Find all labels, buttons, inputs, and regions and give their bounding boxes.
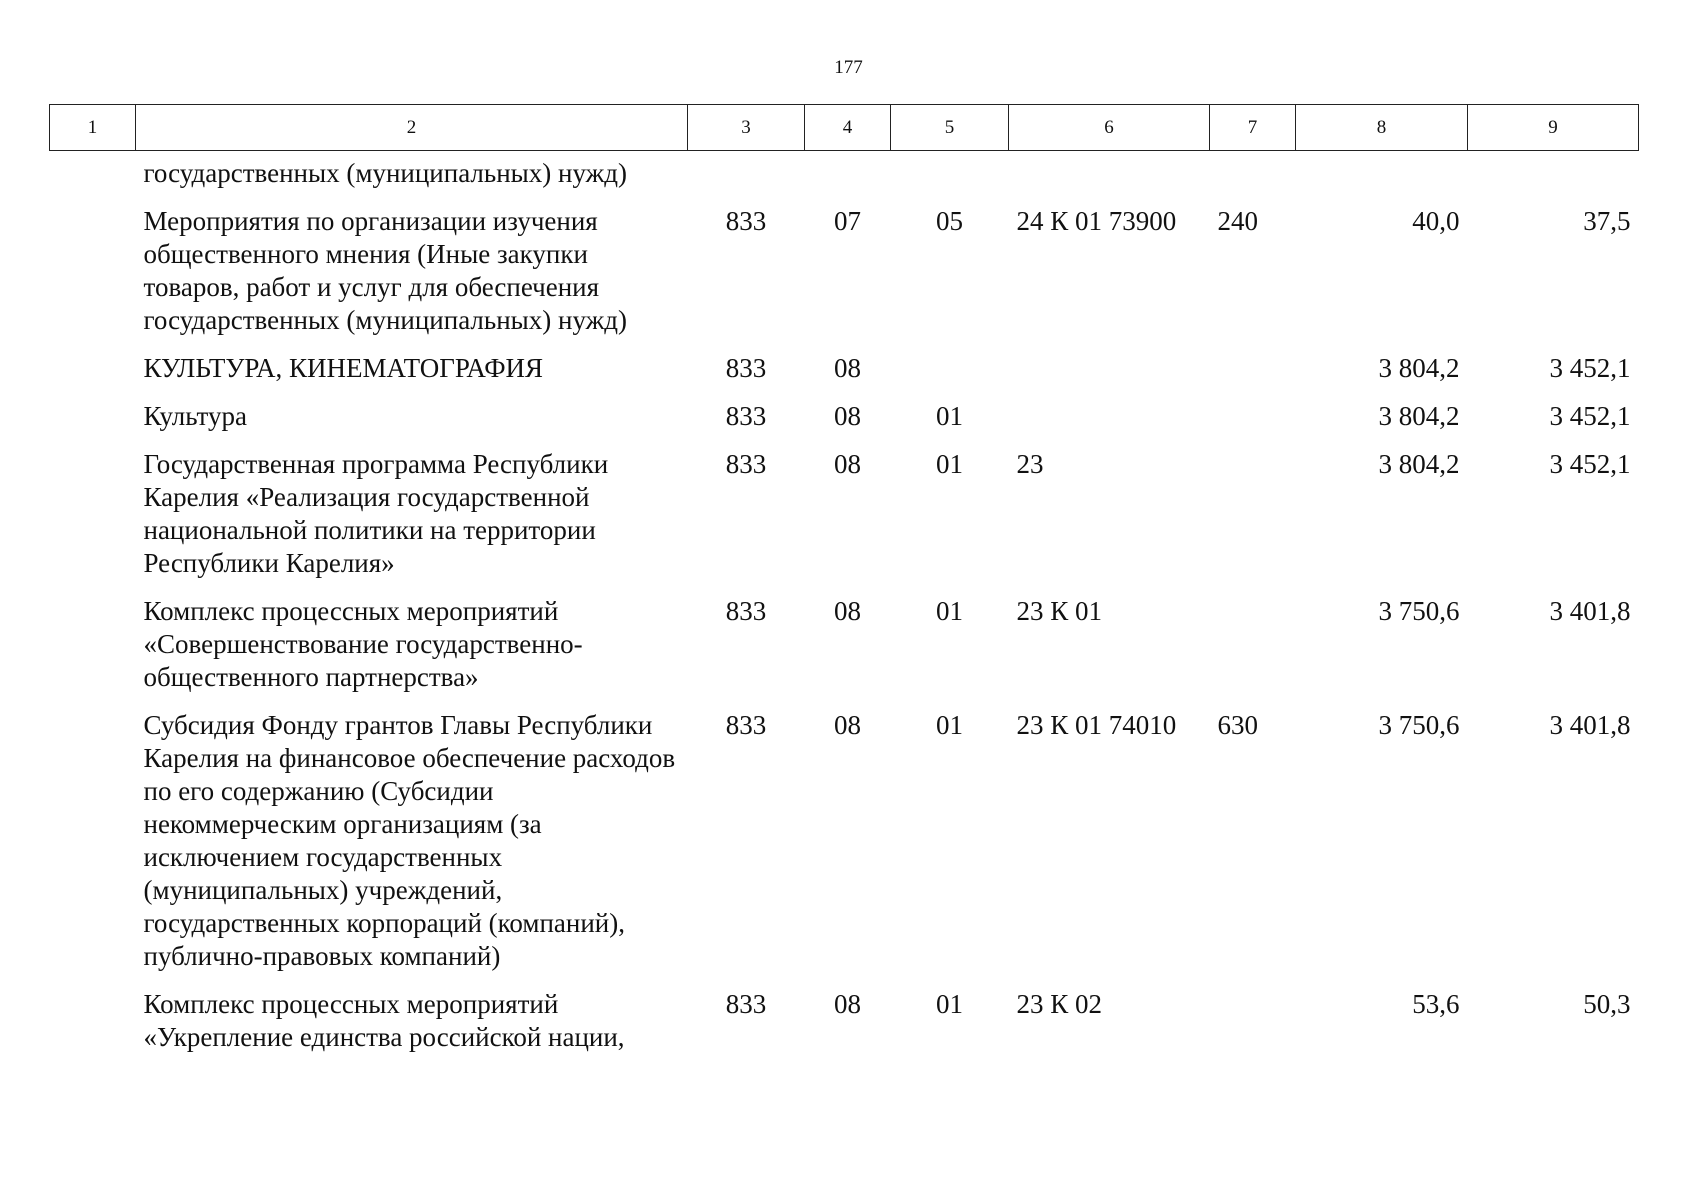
cell-sum-2: 3 401,8 (1549, 596, 1631, 626)
cell-csr: 24 К 01 73900 (1016, 206, 1177, 236)
cell-no (50, 448, 136, 595)
cell-sum-1: 3 804,2 (1378, 449, 1460, 479)
cell-sum-2: 37,5 (1583, 206, 1631, 236)
cell-csr (1009, 352, 1210, 400)
cell-rz: 08 (834, 710, 861, 740)
cell-sum-1: 53,6 (1412, 989, 1460, 1019)
cell-pr: 05 (936, 206, 963, 236)
cell-ved: 833 (725, 449, 767, 479)
cell-name: государственных (муниципальных) нужд) (143, 158, 628, 188)
cell-sum-1: 3 804,2 (1378, 353, 1460, 383)
page-number: 177 (834, 57, 863, 78)
cell-name: Комплекс процессных мероприятий «Совершенствование государственно-общественного партнерства» (143, 596, 583, 692)
cell-csr: 23 К 01 (1016, 596, 1103, 626)
column-header: 9 (1468, 105, 1639, 151)
cell-csr: 23 (1016, 449, 1044, 479)
cell-rz: 08 (834, 989, 861, 1019)
cell-pr (891, 151, 1009, 206)
cell-vr (1210, 988, 1296, 1069)
cell-rz: 08 (834, 449, 861, 479)
cell-sum-1: 3 804,2 (1378, 401, 1460, 431)
cell-no (50, 709, 136, 988)
table-row (50, 595, 1639, 709)
cell-rz: 08 (834, 401, 861, 431)
cell-name: Государственная программа Республики Карелия «Реализация государственной национальной политики на территории Республики Карелия» (143, 449, 609, 578)
cell-ved: 833 (725, 710, 767, 740)
cell-vr: 240 (1217, 206, 1258, 236)
column-header: 5 (891, 105, 1009, 151)
cell-csr (1009, 151, 1210, 206)
column-header: 1 (50, 105, 136, 151)
cell-vr (1210, 151, 1296, 206)
cell-no (50, 595, 136, 709)
cell-pr: 01 (936, 596, 963, 626)
cell-sum-1: 3 750,6 (1378, 596, 1460, 626)
cell-rz (805, 151, 891, 206)
cell-pr (891, 352, 1009, 400)
cell-csr (1009, 400, 1210, 448)
cell-rz: 07 (834, 206, 861, 236)
cell-no (50, 988, 136, 1069)
cell-pr: 01 (936, 449, 963, 479)
cell-no (50, 352, 136, 400)
cell-sum-1: 40,0 (1412, 206, 1460, 236)
cell-name: КУЛЬТУРА, КИНЕМАТОГРАФИЯ (143, 353, 544, 383)
cell-ved: 833 (725, 353, 767, 383)
cell-sum-2: 3 452,1 (1549, 401, 1631, 431)
cell-name: Субсидия Фонду грантов Главы Республики Карелия на финансовое обеспечение расходов по его содержанию (Субсидии некоммерческим организациям (за исключением государственных (муниципальных) учреждений, государственных корпораций (компаний), публично-правовых компаний) (143, 710, 676, 971)
cell-vr (1210, 595, 1296, 709)
cell-ved: 833 (725, 401, 767, 431)
table-row (50, 205, 1639, 352)
cell-csr: 23 К 02 (1016, 989, 1103, 1019)
cell-sum-2: 3 452,1 (1549, 449, 1631, 479)
cell-sum-2: 3 452,1 (1549, 353, 1631, 383)
cell-ved: 833 (725, 989, 767, 1019)
cell-vr (1210, 352, 1296, 400)
column-number-header (50, 105, 1639, 151)
column-header: 4 (805, 105, 891, 151)
cell-rz: 08 (834, 353, 861, 383)
cell-name: Комплекс процессных мероприятий «Укрепление единства российской нации, (143, 989, 625, 1052)
cell-csr: 23 К 01 74010 (1016, 710, 1177, 740)
cell-pr: 01 (936, 710, 963, 740)
table-row (50, 448, 1639, 595)
table-row (50, 352, 1639, 400)
cell-sum-2: 3 401,8 (1549, 710, 1631, 740)
cell-no (50, 400, 136, 448)
cell-name: Мероприятия по организации изучения общественного мнения (Иные закупки товаров, работ и услуг для обеспечения государственных (муниципальных) нужд) (143, 206, 628, 335)
cell-sum-2: 50,3 (1583, 989, 1631, 1019)
cell-pr: 01 (936, 401, 963, 431)
cell-vr (1210, 400, 1296, 448)
cell-ved: 833 (725, 596, 767, 626)
table-row (50, 400, 1639, 448)
cell-name: Культура (143, 401, 247, 431)
column-header: 8 (1296, 105, 1468, 151)
cell-ved (688, 151, 805, 206)
table-row (50, 988, 1639, 1069)
column-header: 2 (136, 105, 688, 151)
cell-pr: 01 (936, 989, 963, 1019)
cell-rz: 08 (834, 596, 861, 626)
cell-sum-2 (1468, 151, 1639, 206)
table-row (50, 709, 1639, 988)
cell-vr: 630 (1217, 710, 1258, 740)
table-row (50, 151, 1639, 206)
column-header: 7 (1210, 105, 1296, 151)
column-header: 6 (1009, 105, 1210, 151)
column-header: 3 (688, 105, 805, 151)
cell-vr (1210, 448, 1296, 595)
cell-ved: 833 (725, 206, 767, 236)
cell-sum-1 (1296, 151, 1468, 206)
cell-no (50, 151, 136, 206)
budget-table (49, 104, 1639, 1069)
cell-no (50, 205, 136, 352)
cell-sum-1: 3 750,6 (1378, 710, 1460, 740)
